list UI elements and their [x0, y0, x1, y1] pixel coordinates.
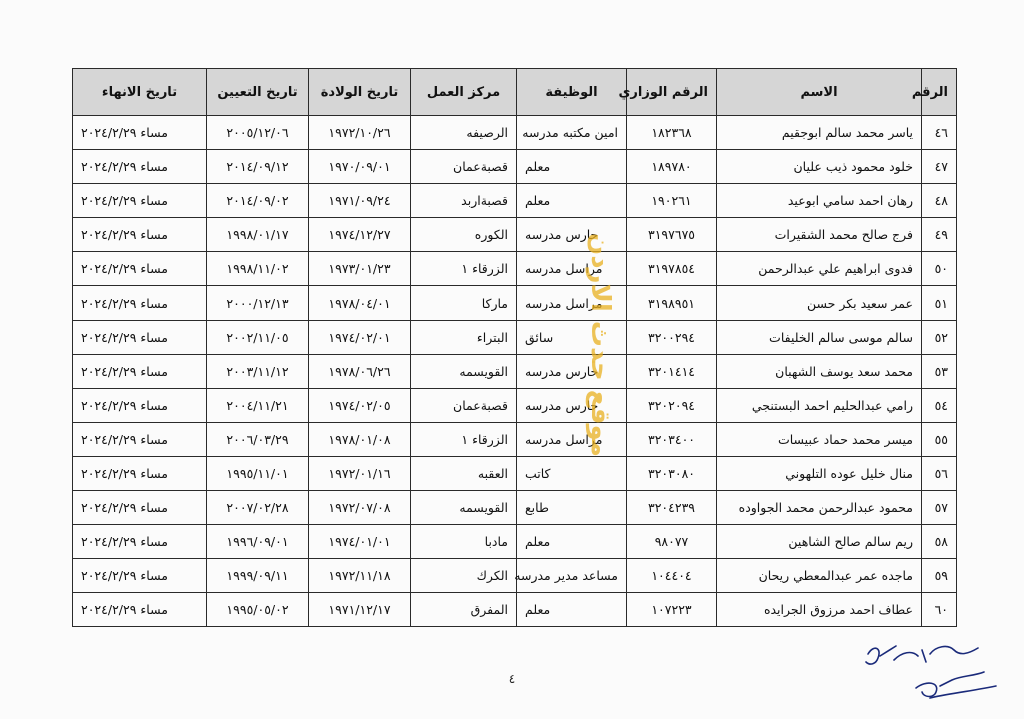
cell-end-date: مساء ٢٠٢٤/٢/٢٩: [73, 456, 207, 490]
cell-num: ٥٧: [922, 491, 957, 525]
header-work-center: مركز العمل: [411, 69, 517, 116]
cell-work-center: قصبةعمان: [411, 150, 517, 184]
header-job: الوظيفة: [517, 69, 627, 116]
table-row: [73, 491, 957, 525]
cell-ministry-id: ١٨٢٣٦٨: [627, 116, 717, 150]
cell-name: فرج صالح محمد الشقيرات: [717, 218, 922, 252]
cell-num: ٥٥: [922, 422, 957, 456]
cell-birth-date: ١٩٧٤/٠١/٠١: [309, 525, 411, 559]
page-number: ٤: [508, 672, 516, 686]
cell-appoint-date: ١٩٩٥/٠٥/٠٢: [207, 593, 309, 627]
cell-appoint-date: ٢٠٠٢/١١/٠٥: [207, 320, 309, 354]
cell-birth-date: ١٩٧٨/٠٦/٢٦: [309, 354, 411, 388]
cell-birth-date: ١٩٧١/٠٩/٢٤: [309, 184, 411, 218]
cell-birth-date: ١٩٧٨/٠١/٠٨: [309, 422, 411, 456]
cell-job: معلم: [517, 150, 627, 184]
cell-birth-date: ١٩٧٢/١١/١٨: [309, 559, 411, 593]
cell-work-center: الزرقاء ١: [411, 422, 517, 456]
cell-num: ٥٤: [922, 388, 957, 422]
table-row: [73, 456, 957, 490]
cell-num: ٥٦: [922, 456, 957, 490]
cell-end-date: مساء ٢٠٢٤/٢/٢٩: [73, 593, 207, 627]
header-num: الرقم: [922, 69, 957, 116]
cell-birth-date: ١٩٧٤/١٢/٢٧: [309, 218, 411, 252]
cell-work-center: البتراء: [411, 320, 517, 354]
cell-appoint-date: ٢٠٠٥/١٢/٠٦: [207, 116, 309, 150]
cell-ministry-id: ١٩٠٢٦١: [627, 184, 717, 218]
cell-ministry-id: ٣١٩٧٦٧٥: [627, 218, 717, 252]
cell-num: ٥١: [922, 286, 957, 320]
cell-birth-date: ١٩٧٤/٠٢/٠١: [309, 320, 411, 354]
cell-appoint-date: ٢٠٠٤/١١/٢١: [207, 388, 309, 422]
cell-work-center: قصبةعمان: [411, 388, 517, 422]
cell-ministry-id: ٣٢٠٤٢٣٩: [627, 491, 717, 525]
table-row: [73, 218, 957, 252]
cell-name: رهان احمد سامي ابوعيد: [717, 184, 922, 218]
cell-appoint-date: ٢٠٠٦/٠٣/٢٩: [207, 422, 309, 456]
cell-num: ٥٠: [922, 252, 957, 286]
header-name: الاسم: [717, 69, 922, 116]
table-row: [73, 525, 957, 559]
cell-name: منال خليل عوده التلهوني: [717, 456, 922, 490]
cell-work-center: الكوره: [411, 218, 517, 252]
cell-appoint-date: ١٩٩٨/٠١/١٧: [207, 218, 309, 252]
cell-name: فدوى ابراهيم علي عبدالرحمن: [717, 252, 922, 286]
cell-ministry-id: ١٨٩٧٨٠: [627, 150, 717, 184]
cell-end-date: مساء ٢٠٢٤/٢/٢٩: [73, 252, 207, 286]
cell-appoint-date: ٢٠٠٣/١١/١٢: [207, 354, 309, 388]
watermark: موقع حدث الاردن: [585, 233, 615, 457]
cell-birth-date: ١٩٧٣/٠١/٢٣: [309, 252, 411, 286]
cell-end-date: مساء ٢٠٢٤/٢/٢٩: [73, 422, 207, 456]
cell-name: عمر سعيد بكر حسن: [717, 286, 922, 320]
cell-ministry-id: ٣٢٠٠٢٩٤: [627, 320, 717, 354]
cell-end-date: مساء ٢٠٢٤/٢/٢٩: [73, 491, 207, 525]
cell-end-date: مساء ٢٠٢٤/٢/٢٩: [73, 116, 207, 150]
table-header-row: [73, 69, 957, 116]
cell-birth-date: ١٩٧٤/٠٢/٠٥: [309, 388, 411, 422]
cell-end-date: مساء ٢٠٢٤/٢/٢٩: [73, 354, 207, 388]
cell-appoint-date: ٢٠٠٧/٠٢/٢٨: [207, 491, 309, 525]
cell-name: ياسر محمد سالم ابوجقيم: [717, 116, 922, 150]
header-ministry-id: الرقم الوزاري: [627, 69, 717, 116]
cell-job: حارس مدرسه: [517, 354, 627, 388]
header-birth-date: تاريخ الولادة: [309, 69, 411, 116]
header-appoint-date: تاريخ التعيين: [207, 69, 309, 116]
table-row: [73, 252, 957, 286]
cell-end-date: مساء ٢٠٢٤/٢/٢٩: [73, 150, 207, 184]
cell-job: حارس مدرسه: [517, 218, 627, 252]
cell-num: ٥٣: [922, 354, 957, 388]
cell-name: سالم موسى سالم الخليفات: [717, 320, 922, 354]
cell-appoint-date: ١٩٩٥/١١/٠١: [207, 456, 309, 490]
cell-work-center: قصبةاربد: [411, 184, 517, 218]
cell-num: ٥٢: [922, 320, 957, 354]
cell-num: ٦٠: [922, 593, 957, 627]
cell-num: ٥٩: [922, 559, 957, 593]
cell-end-date: مساء ٢٠٢٤/٢/٢٩: [73, 525, 207, 559]
cell-num: ٥٨: [922, 525, 957, 559]
cell-appoint-date: ١٩٩٦/٠٩/٠١: [207, 525, 309, 559]
cell-ministry-id: ١٠٤٤٠٤: [627, 559, 717, 593]
cell-end-date: مساء ٢٠٢٤/٢/٢٩: [73, 286, 207, 320]
cell-name: ماجده عمر عبدالمعطي ريحان: [717, 559, 922, 593]
cell-ministry-id: ٣١٩٧٨٥٤: [627, 252, 717, 286]
cell-name: رامي عبدالحليم احمد البستنجي: [717, 388, 922, 422]
cell-num: ٤٦: [922, 116, 957, 150]
cell-birth-date: ١٩٧٢/١٠/٢٦: [309, 116, 411, 150]
cell-work-center: ماركا: [411, 286, 517, 320]
cell-ministry-id: ٣٢٠٢٠٩٤: [627, 388, 717, 422]
cell-appoint-date: ٢٠١٤/٠٩/١٢: [207, 150, 309, 184]
cell-end-date: مساء ٢٠٢٤/٢/٢٩: [73, 388, 207, 422]
cell-job: كاتب: [517, 456, 627, 490]
table-row: [73, 388, 957, 422]
cell-work-center: القويسمه: [411, 354, 517, 388]
cell-job: مراسل مدرسه: [517, 252, 627, 286]
cell-ministry-id: ١٠٧٢٢٣: [627, 593, 717, 627]
cell-ministry-id: ٣٢٠٣٤٠٠: [627, 422, 717, 456]
cell-num: ٤٩: [922, 218, 957, 252]
cell-end-date: مساء ٢٠٢٤/٢/٢٩: [73, 184, 207, 218]
employees-table: [72, 68, 957, 627]
cell-name: عطاف احمد مرزوق الجرايده: [717, 593, 922, 627]
cell-ministry-id: ٣٢٠١٤١٤: [627, 354, 717, 388]
header-end-date: تاريخ الانهاء: [73, 69, 207, 116]
cell-work-center: مادبا: [411, 525, 517, 559]
cell-job: مراسل مدرسه: [517, 286, 627, 320]
cell-work-center: الزرقاء ١: [411, 252, 517, 286]
cell-job: معلم: [517, 593, 627, 627]
cell-work-center: العقبه: [411, 456, 517, 490]
cell-name: ميسر محمد حماد عبيسات: [717, 422, 922, 456]
cell-birth-date: ١٩٧٢/٠١/١٦: [309, 456, 411, 490]
cell-job: حارس مدرسه: [517, 388, 627, 422]
cell-work-center: المفرق: [411, 593, 517, 627]
cell-work-center: الرصيفه: [411, 116, 517, 150]
table-row: [73, 559, 957, 593]
cell-birth-date: ١٩٧٨/٠٤/٠١: [309, 286, 411, 320]
cell-birth-date: ١٩٧٠/٠٩/٠١: [309, 150, 411, 184]
table-row: [73, 286, 957, 320]
cell-work-center: القويسمه: [411, 491, 517, 525]
signature: [856, 636, 1006, 706]
cell-name: خلود محمود ذيب عليان: [717, 150, 922, 184]
cell-num: ٤٨: [922, 184, 957, 218]
cell-ministry-id: ٩٨٠٧٧: [627, 525, 717, 559]
cell-name: ريم سالم صالح الشاهين: [717, 525, 922, 559]
cell-name: محمود عبدالرحمن محمد الجواوده: [717, 491, 922, 525]
table-row: [73, 593, 957, 627]
cell-num: ٤٧: [922, 150, 957, 184]
cell-appoint-date: ١٩٩٨/١١/٠٢: [207, 252, 309, 286]
table-row: [73, 184, 957, 218]
table-row: [73, 422, 957, 456]
cell-job: مراسل مدرسه: [517, 422, 627, 456]
table-row: [73, 354, 957, 388]
cell-work-center: الكرك: [411, 559, 517, 593]
cell-name: محمد سعد يوسف الشهبان: [717, 354, 922, 388]
cell-job: امين مكتبه مدرسه: [517, 116, 627, 150]
cell-job: معلم: [517, 184, 627, 218]
cell-end-date: مساء ٢٠٢٤/٢/٢٩: [73, 218, 207, 252]
cell-appoint-date: ٢٠٠٠/١٢/١٣: [207, 286, 309, 320]
table-row: [73, 116, 957, 150]
cell-birth-date: ١٩٧٢/٠٧/٠٨: [309, 491, 411, 525]
cell-job: طابع: [517, 491, 627, 525]
cell-appoint-date: ١٩٩٩/٠٩/١١: [207, 559, 309, 593]
cell-birth-date: ١٩٧١/١٢/١٧: [309, 593, 411, 627]
cell-appoint-date: ٢٠١٤/٠٩/٠٢: [207, 184, 309, 218]
table-row: [73, 320, 957, 354]
table-row: [73, 150, 957, 184]
cell-ministry-id: ٣١٩٨٩٥١: [627, 286, 717, 320]
cell-end-date: مساء ٢٠٢٤/٢/٢٩: [73, 320, 207, 354]
cell-end-date: مساء ٢٠٢٤/٢/٢٩: [73, 559, 207, 593]
cell-job: معلم: [517, 525, 627, 559]
table-body: [73, 116, 957, 627]
cell-job: مساعد مدير مدرسه: [517, 559, 627, 593]
cell-ministry-id: ٣٢٠٣٠٨٠: [627, 456, 717, 490]
cell-job: سائق: [517, 320, 627, 354]
